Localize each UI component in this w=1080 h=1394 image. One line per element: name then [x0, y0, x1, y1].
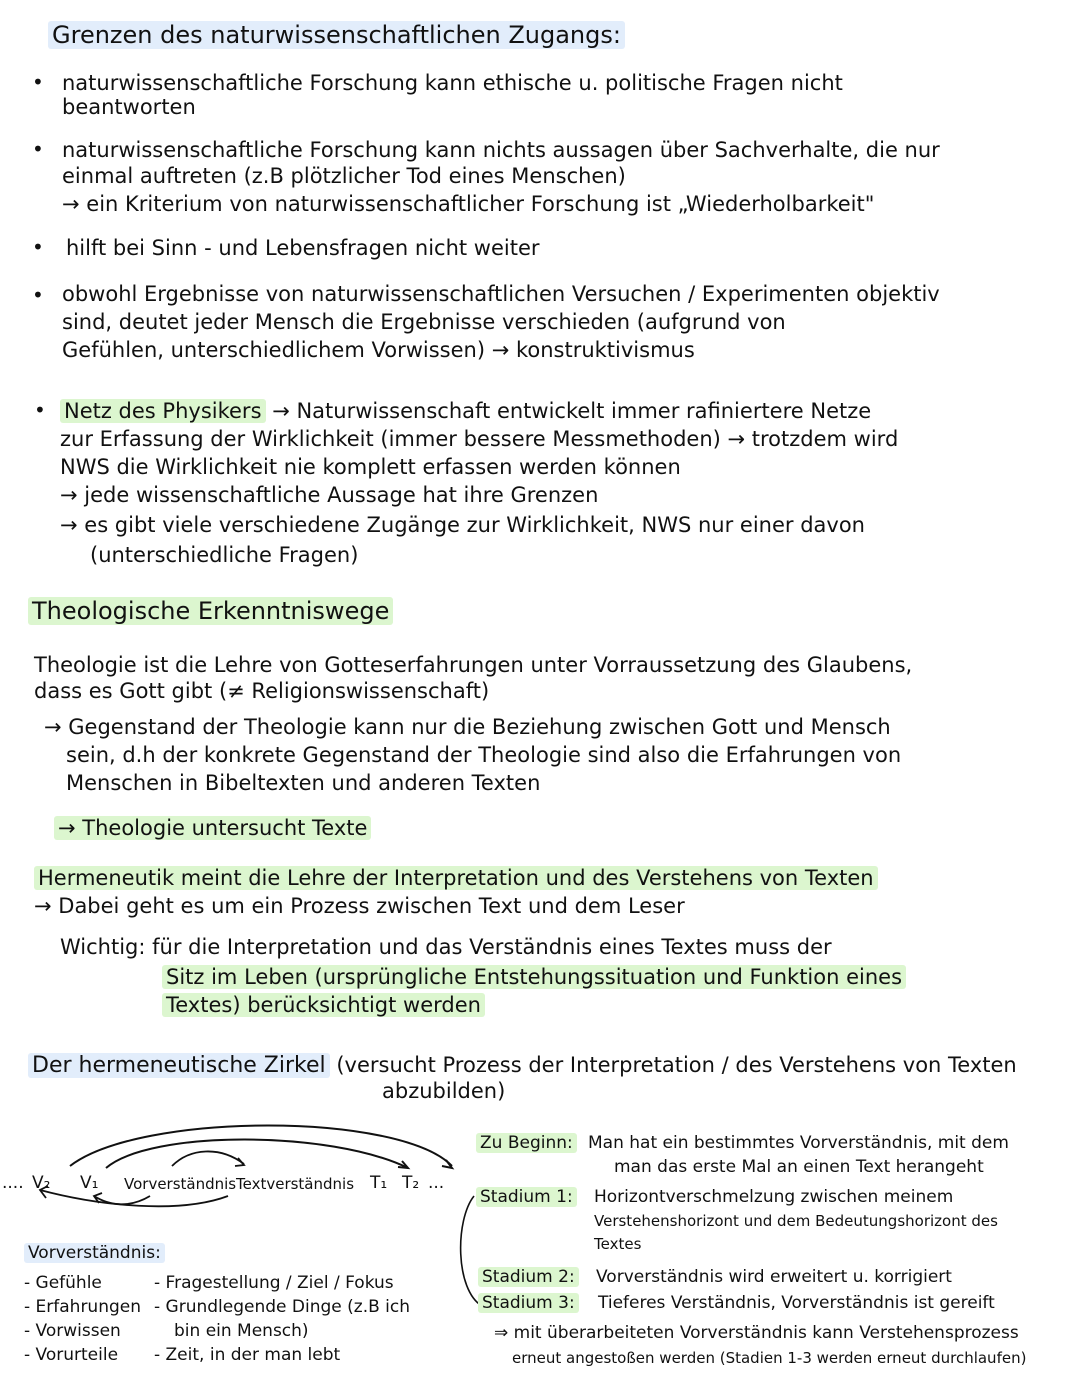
vorverstaendnis-title: Vorverständnis: — [24, 1242, 165, 1264]
bullet-dot: • — [32, 283, 44, 307]
bullet-dot: • — [32, 137, 44, 161]
net-physicist-line-2: zur Erfassung der Wirklichkeit (immer bessere Messmethoden) → trotzdem wird — [60, 427, 899, 451]
vorv-left-item-3: - Vorwissen — [24, 1321, 121, 1341]
bullet-4-line-2: sind, deutet jeder Mensch die Ergebnisse verschieden (aufgrund von — [62, 310, 786, 334]
vorv-right-item-4: - Zeit, in der man lebt — [154, 1345, 341, 1365]
net-physicist-line-1: Netz des Physikers → Naturwissenschaft entwickelt immer rafiniertere Netze — [60, 398, 871, 424]
theology-line-2: dass es Gott gibt (≠ Religionswissenschaft) — [34, 679, 490, 703]
final-line-2: erneut angestoßen werden (Stadien 1-3 werden erneut durchlaufen) — [512, 1349, 1027, 1367]
section-heading-theology: Theologische Erkenntniswege — [28, 598, 393, 624]
stage-bracket — [461, 1196, 482, 1306]
hermeneutic-circle-heading-line-2: abzubilden) — [382, 1079, 506, 1103]
final-line-1: ⇒ mit überarbeiteten Vorverständnis kann Verstehensprozess — [494, 1323, 1019, 1343]
theology-conclusion: → Theologie untersucht Texte — [54, 815, 371, 841]
beginn-label: Zu Beginn: — [476, 1132, 577, 1154]
diagram-t1: T₁ — [370, 1173, 388, 1193]
bullet-2-line-2: einmal auftreten (z.B plötzlicher Tod eines Menschen) — [62, 164, 626, 188]
vorv-left-item-1: - Gefühle — [24, 1273, 102, 1293]
stadium-2-label: Stadium 2: — [478, 1266, 579, 1288]
inner-arc — [106, 1140, 408, 1169]
bullet-dot: • — [32, 70, 44, 94]
vorv-right-item-2: - Grundlegende Dinge (z.B ich — [154, 1297, 411, 1317]
stadium-2-line-1: Vorverständnis wird erweitert u. korrigiert — [596, 1267, 952, 1287]
bullet-4-line-3: Gefühlen, unterschiedlichem Vorwissen) → konstruktivismus — [62, 338, 695, 362]
vorv-left-item-4: - Vorurteile — [24, 1345, 119, 1365]
diagram-t2: T₂ — [402, 1173, 420, 1193]
section-heading-limits: Grenzen des naturwissenschaftlichen Zugangs: — [48, 22, 625, 48]
theology-line-5: Menschen in Bibeltexten und anderen Texten — [66, 771, 541, 795]
important-note-line-3: Textes) berücksichtigt werden — [162, 992, 485, 1018]
bullet-1-line-2: beantworten — [62, 95, 196, 119]
diagram-dots-right: ... — [428, 1173, 445, 1193]
bullet-dot: • — [34, 398, 46, 422]
vorv-right-item-3: bin ein Mensch) — [174, 1321, 309, 1341]
important-note-line-1: Wichtig: für die Interpretation und das Verständnis eines Textes muss der — [60, 935, 832, 959]
stadium-3-line-1: Tieferes Verständnis, Vorverständnis ist gereift — [598, 1293, 995, 1313]
stadium-1-label: Stadium 1: — [476, 1186, 577, 1208]
diagram-v1: V₁ — [80, 1173, 99, 1193]
vorv-right-item-1: - Fragestellung / Ziel / Fokus — [154, 1273, 394, 1293]
vorv-left-item-2: - Erfahrungen — [24, 1297, 142, 1317]
hermeneutic-circle-heading: Der hermeneutische Zirkel (versucht Prozess der Interpretation / des Verstehens von Texten — [28, 1052, 1017, 1079]
theology-line-1: Theologie ist die Lehre von Gotteserfahrungen unter Vorraussetzung des Glaubens, — [34, 653, 913, 677]
diagram-vorverstaendnis: Vorverständnis — [124, 1175, 237, 1193]
beginn-line-1: Man hat ein bestimmtes Vorverständnis, mit dem — [588, 1133, 1009, 1153]
stadium-3-label: Stadium 3: — [478, 1292, 579, 1314]
stadium-1-line-3: Textes — [594, 1235, 642, 1253]
beginn-line-2: man das erste Mal an einen Text herangeht — [614, 1157, 984, 1177]
bullet-dot: • — [32, 235, 44, 259]
bullet-1-line-1: naturwissenschaftliche Forschung kann ethische u. politische Fragen nicht — [62, 71, 843, 95]
bullet-2-line-1: naturwissenschaftliche Forschung kann nichts aussagen über Sachverhalte, die nur — [62, 138, 940, 162]
diagram-dots-left: .... — [2, 1173, 24, 1193]
net-physicist-line-5: → es gibt viele verschiedene Zugänge zur Wirklichkeit, NWS nur einer davon — [60, 513, 865, 537]
net-physicist-line-6: (unterschiedliche Fragen) — [90, 543, 359, 567]
outer-arc — [70, 1126, 452, 1167]
theology-line-4: sein, d.h der konkrete Gegenstand der Theologie sind also die Erfahrungen von — [66, 743, 902, 767]
hermeneutics-process: → Dabei geht es um ein Prozess zwischen Text und dem Leser — [34, 894, 685, 918]
diagram-v2: V₂ — [32, 1173, 51, 1193]
net-physicist-line-3: NWS die Wirklichkeit nie komplett erfassen werden können — [60, 455, 681, 479]
net-physicist-line-4: → jede wissenschaftliche Aussage hat ihre Grenzen — [60, 483, 599, 507]
stadium-1-line-1: Horizontverschmelzung zwischen meinem — [594, 1187, 954, 1207]
theology-line-3: → Gegenstand der Theologie kann nur die Beziehung zwischen Gott und Mensch — [44, 715, 891, 739]
important-note-line-2: Sitz im Leben (ursprüngliche Entstehungssituation und Funktion eines — [162, 964, 906, 990]
diagram-textverstaendnis: Textverständnis — [236, 1175, 355, 1193]
small-arc — [172, 1151, 244, 1166]
bullet-4-line-1: obwohl Ergebnisse von naturwissenschaftlichen Versuchen / Experimenten objektiv — [62, 282, 940, 306]
bullet-2-line-3: → ein Kriterium von naturwissenschaftlicher Forschung ist „Wiederholbarkeit" — [62, 192, 875, 216]
bullet-3-line-1: hilft bei Sinn - und Lebensfragen nicht weiter — [66, 236, 540, 260]
stadium-1-line-2: Verstehenshorizont und dem Bedeutungshorizont des — [594, 1212, 998, 1230]
hermeneutics-definition: Hermeneutik meint die Lehre der Interpretation und des Verstehens von Texten — [34, 865, 878, 891]
